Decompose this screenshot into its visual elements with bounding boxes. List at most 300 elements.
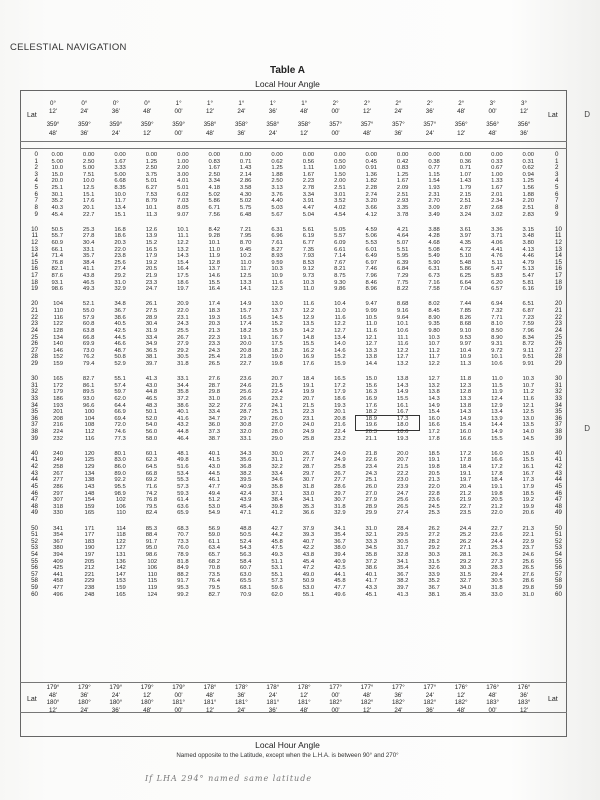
table-cell: 16.6 bbox=[428, 422, 440, 429]
lat-number-left: 15 bbox=[31, 258, 38, 266]
table-cell: 30.3 bbox=[459, 565, 472, 572]
table-cell: 16.6 bbox=[491, 457, 503, 464]
table-cell: 39.3 bbox=[302, 532, 315, 539]
table-cell: 14.4 bbox=[365, 360, 377, 367]
table-cell: 14.9 bbox=[491, 429, 503, 436]
table-cell: 84.9 bbox=[177, 565, 189, 572]
table-cell: 45.4 bbox=[302, 558, 315, 565]
table-cell: 6.16 bbox=[522, 286, 534, 293]
table-cell: 21.9 bbox=[459, 497, 472, 504]
table-cell: 5.04 bbox=[302, 211, 315, 218]
column-header: 48' bbox=[300, 108, 309, 115]
table-cell: 22.4 bbox=[271, 389, 283, 396]
table-cell: 43.9 bbox=[239, 497, 252, 504]
table-cell: 13.8 bbox=[428, 389, 440, 396]
table-cell: 74.2 bbox=[145, 490, 158, 497]
table-cell: 29.2 bbox=[114, 273, 126, 280]
table-cell: 143 bbox=[84, 483, 95, 490]
table-cell: 11.6 bbox=[522, 395, 534, 402]
table-cell: 2.34 bbox=[491, 198, 503, 205]
table-cell: 12.2 bbox=[177, 239, 189, 246]
table-cell: 108 bbox=[84, 422, 95, 429]
table-cell: 38.2 bbox=[239, 470, 252, 477]
table-cell: 27.3 bbox=[491, 558, 503, 565]
table-cell: 134 bbox=[53, 334, 63, 341]
table-cell: 32.1 bbox=[365, 532, 377, 539]
table-cell: 33.1 bbox=[177, 376, 189, 383]
table-cell: 34.5 bbox=[365, 545, 377, 552]
table-cell: 20.8 bbox=[334, 415, 346, 422]
column-header: 0° bbox=[112, 100, 119, 107]
table-cell: 17.2 bbox=[491, 464, 503, 471]
table-cell: 76.2 bbox=[82, 354, 95, 361]
column-header: 36' bbox=[268, 707, 277, 714]
table-cell: 25.1 bbox=[51, 185, 63, 192]
table-cell: 18.9 bbox=[365, 415, 377, 422]
table-cell: 3.24 bbox=[459, 211, 472, 218]
table-cell: 5.08 bbox=[428, 246, 440, 253]
lat-number-right: 24 bbox=[555, 326, 562, 334]
table-cell: 5.90 bbox=[428, 259, 440, 266]
table-cell: 9.16 bbox=[396, 308, 409, 315]
table-cell: 5.00 bbox=[51, 158, 63, 165]
column-header: 24' bbox=[111, 130, 120, 137]
table-cell: 19.3 bbox=[334, 402, 346, 409]
column-header: 12' bbox=[457, 130, 466, 137]
lat-number-left: 28 bbox=[31, 353, 38, 361]
table-cell: 56.0 bbox=[145, 429, 158, 436]
table-cell: 68.3 bbox=[177, 525, 189, 532]
table-cell: 9.73 bbox=[302, 273, 315, 280]
table-cell: 55.1 bbox=[114, 376, 126, 383]
header-rule bbox=[20, 141, 567, 142]
table-cell: 43.0 bbox=[208, 464, 220, 471]
table-cell: 2.50 bbox=[271, 178, 283, 185]
table-cell: 142 bbox=[115, 565, 126, 572]
table-cell: 3.80 bbox=[522, 239, 534, 246]
table-cell: 28.1 bbox=[459, 551, 472, 558]
table-cell: 25.5 bbox=[177, 327, 189, 334]
table-cell: 46.4 bbox=[177, 435, 189, 442]
table-cell: 7.32 bbox=[491, 308, 503, 315]
table-cell: 2.93 bbox=[396, 198, 409, 205]
table-cell: 19.0 bbox=[271, 354, 283, 361]
column-header: 178° bbox=[234, 684, 248, 691]
table-cell: 57.9 bbox=[82, 314, 95, 321]
table-cell: 21.3 bbox=[428, 477, 440, 484]
table-cell: 13.0 bbox=[271, 301, 283, 308]
table-cell: 3.35 bbox=[396, 204, 409, 211]
table-cell: 106 bbox=[147, 565, 158, 572]
table-cell: 0.00 bbox=[491, 152, 503, 158]
table-cell: 14.9 bbox=[239, 301, 252, 308]
table-cell: 5.51 bbox=[396, 246, 409, 253]
table-cell: 15.1 bbox=[114, 211, 126, 218]
lat-number-left: 6 bbox=[34, 190, 38, 198]
lat-number-right: 51 bbox=[555, 531, 562, 539]
table-cell: 6.84 bbox=[396, 266, 409, 273]
table-cell: 22.7 bbox=[491, 525, 503, 532]
table-cell: 7.93 bbox=[302, 253, 315, 260]
table-cell: 6.25 bbox=[459, 273, 472, 280]
table-cell: 3.52 bbox=[334, 198, 346, 205]
table-cell: 12.7 bbox=[365, 341, 377, 348]
table-cell: 14.1 bbox=[239, 286, 252, 293]
table-cell: 14.6 bbox=[334, 347, 346, 354]
table-cell: 41.2 bbox=[271, 510, 283, 517]
column-header: 48' bbox=[143, 108, 152, 115]
lat-number-left: 8 bbox=[34, 203, 38, 211]
table-cell: 0.00 bbox=[428, 152, 440, 158]
table-cell: 4.54 bbox=[334, 211, 346, 218]
table-cell: 28.6 bbox=[334, 483, 346, 490]
table-cell: 49.3 bbox=[271, 551, 283, 558]
table-cell: 106 bbox=[115, 503, 126, 510]
table-cell: 26.5 bbox=[396, 503, 409, 510]
lat-number-right: 54 bbox=[555, 550, 562, 558]
table-cell: 13.4 bbox=[491, 409, 503, 416]
table-cell: 40.9 bbox=[334, 558, 346, 565]
table-cell: 27.9 bbox=[177, 341, 189, 348]
table-cell: 6.73 bbox=[428, 273, 440, 280]
column-header: 180° bbox=[109, 699, 123, 706]
table-cell: 16.4 bbox=[208, 286, 220, 293]
lat-number-left: 32 bbox=[31, 388, 38, 396]
table-cell: 46.5 bbox=[145, 395, 158, 402]
table-cell: 82.7 bbox=[82, 376, 95, 383]
table-cell: 45.4 bbox=[239, 503, 252, 510]
table-cell: 0.33 bbox=[491, 158, 503, 165]
table-cell: 19.2 bbox=[145, 259, 158, 266]
table-cell: 1.11 bbox=[303, 165, 315, 172]
lat-number-left: 52 bbox=[31, 537, 38, 545]
table-cell: 10.7 bbox=[522, 382, 534, 389]
lat-number-left: 50 bbox=[31, 524, 38, 532]
table-cell: 7.14 bbox=[334, 253, 346, 260]
table-cell: 8.26 bbox=[459, 314, 472, 321]
table-cell: 5.47 bbox=[522, 273, 534, 280]
table-cell: 9.45 bbox=[239, 246, 252, 253]
table-cell: 4.40 bbox=[271, 198, 283, 205]
table-cell: 24.4 bbox=[491, 538, 503, 545]
table-cell: 177 bbox=[84, 532, 95, 539]
table-cell: 10.1 bbox=[396, 321, 409, 328]
table-cell: 134 bbox=[84, 470, 95, 477]
table-cell: 208 bbox=[53, 415, 63, 422]
lat-number-right: 35 bbox=[555, 408, 562, 416]
table-cell: 2.74 bbox=[365, 191, 377, 198]
table-cell: 31.0 bbox=[114, 279, 126, 286]
table-cell: 40.1 bbox=[177, 409, 189, 416]
table-cell: 3.34 bbox=[208, 178, 220, 185]
column-header: 48' bbox=[362, 692, 372, 699]
lat-number-right: 23 bbox=[555, 320, 562, 328]
header-rule bbox=[20, 148, 567, 149]
table-cell: 9.28 bbox=[208, 233, 220, 240]
table-cell: 50.9 bbox=[302, 578, 315, 585]
column-header: 357° bbox=[391, 121, 405, 128]
table-cell: 46.1 bbox=[208, 477, 220, 484]
table-cell: 28.6 bbox=[522, 578, 534, 585]
table-cell: 21.2 bbox=[491, 503, 503, 510]
table-cell: 229 bbox=[84, 578, 95, 585]
table-cell: 6.87 bbox=[522, 308, 534, 315]
table-cell: 13.2 bbox=[177, 246, 189, 253]
lat-number-left: 16 bbox=[31, 265, 38, 273]
table-cell: 38.6 bbox=[365, 565, 377, 572]
table-cell: 57.4 bbox=[114, 382, 126, 389]
column-header: 1° bbox=[238, 100, 245, 107]
table-cell: 95.5 bbox=[114, 483, 126, 490]
table-cell: 5.01 bbox=[145, 178, 158, 185]
table-cell: 9.30 bbox=[334, 279, 346, 286]
table-cell: 18.4 bbox=[302, 376, 315, 383]
table-cell: 24.3 bbox=[208, 347, 220, 354]
table-cell: 8.46 bbox=[365, 279, 377, 286]
lat-number-left: 1 bbox=[34, 157, 38, 165]
table-cell: 1.82 bbox=[365, 178, 377, 185]
column-header: 183° bbox=[486, 699, 499, 706]
table-cell: 34.4 bbox=[177, 382, 189, 389]
lat-number-right: 16 bbox=[555, 265, 562, 273]
table-cell: 65.9 bbox=[177, 510, 189, 517]
table-cell: 13.0 bbox=[522, 415, 534, 422]
table-cell: 10.3 bbox=[271, 266, 283, 273]
table-cell: 13.5 bbox=[522, 422, 534, 429]
table-cell: 68.2 bbox=[208, 558, 220, 565]
table-cell: 59.6 bbox=[271, 585, 283, 592]
table-cell: 14.5 bbox=[522, 435, 534, 442]
lat-number-right: 9 bbox=[555, 210, 559, 218]
table-cell: 49.6 bbox=[334, 591, 346, 598]
table-cell: 354 bbox=[53, 532, 63, 539]
table-cell: 11.3 bbox=[460, 360, 472, 367]
lat-number-left: 7 bbox=[34, 197, 38, 205]
table-cell: 15.7 bbox=[239, 308, 252, 315]
table-cell: 45.8 bbox=[334, 578, 346, 585]
lat-number-right: 45 bbox=[555, 482, 562, 490]
table-cell: 5.03 bbox=[271, 204, 283, 211]
table-cell: 0.00 bbox=[396, 152, 409, 158]
table-cell: 7.46 bbox=[365, 266, 377, 273]
table-cell: 2.50 bbox=[208, 171, 220, 178]
table-cell: 112 bbox=[85, 429, 95, 436]
table-cell: 86.1 bbox=[82, 382, 95, 389]
table-cell: 10.1 bbox=[145, 204, 158, 211]
table-cell: 63.6 bbox=[177, 503, 189, 510]
lat-number-left: 5 bbox=[34, 184, 38, 192]
table-cell: 12.4 bbox=[491, 395, 503, 402]
table-cell: 10.7 bbox=[428, 341, 440, 348]
table-cell: 39.7 bbox=[145, 360, 158, 367]
table-cell: 16.5 bbox=[334, 376, 346, 383]
table-cell: 32.9 bbox=[334, 510, 346, 517]
table-cell: 41.3 bbox=[396, 591, 409, 598]
table-cell: 88.2 bbox=[177, 571, 189, 578]
table-cell: 15.5 bbox=[396, 395, 409, 402]
table-cell: 1.88 bbox=[271, 171, 283, 178]
table-cell: 4.01 bbox=[177, 178, 189, 185]
table-cell: 14.3 bbox=[177, 253, 189, 260]
table-cell: 146 bbox=[53, 347, 63, 354]
table-cell: 15.2 bbox=[271, 321, 283, 328]
table-cell: 159 bbox=[84, 503, 95, 510]
lat-number-left: 54 bbox=[31, 550, 38, 558]
table-cell: 6.94 bbox=[491, 301, 503, 308]
table-cell: 13.8 bbox=[396, 376, 409, 383]
table-cell: 7.56 bbox=[208, 211, 220, 218]
table-cell: 23.6 bbox=[491, 532, 503, 539]
lat-number-right: 14 bbox=[555, 252, 562, 260]
table-cell: 3.66 bbox=[365, 204, 377, 211]
table-cell: 12.7 bbox=[428, 376, 440, 383]
table-cell: 69.9 bbox=[82, 341, 95, 348]
table-cell: 31.0 bbox=[522, 591, 534, 598]
lat-number-right: 49 bbox=[555, 509, 562, 517]
table-cell: 14.5 bbox=[271, 314, 283, 321]
table-cell: 9.80 bbox=[428, 327, 440, 334]
lat-number-left: 58 bbox=[31, 577, 38, 585]
table-cell: 4.46 bbox=[522, 253, 534, 260]
table-cell: 12.5 bbox=[522, 409, 534, 416]
table-cell: 11.6 bbox=[397, 341, 409, 348]
table-cell: 205 bbox=[84, 558, 95, 565]
table-cell: 5.02 bbox=[208, 191, 220, 198]
table-cell: 3.58 bbox=[239, 185, 252, 192]
column-header: 48' bbox=[362, 130, 372, 137]
table-cell: 24.7 bbox=[396, 490, 409, 497]
table-cell: 32.2 bbox=[271, 464, 283, 471]
table-cell: 7.61 bbox=[271, 239, 283, 246]
table-cell: 25.6 bbox=[522, 558, 534, 565]
table-cell: 26.0 bbox=[365, 483, 377, 490]
table-cell: 18.2 bbox=[271, 347, 283, 354]
table-cell: 5.61 bbox=[302, 226, 315, 233]
table-cell: 41.3 bbox=[145, 376, 158, 383]
table-cell: 36.7 bbox=[396, 571, 409, 578]
table-cell: 19.7 bbox=[177, 286, 189, 293]
table-cell: 34.8 bbox=[114, 301, 126, 308]
table-cell: 9.91 bbox=[522, 360, 534, 367]
table-cell: 18.2 bbox=[239, 327, 252, 334]
table-cell: 36.7 bbox=[428, 585, 440, 592]
lat-number-right: 36 bbox=[555, 414, 562, 422]
table-cell: 22.1 bbox=[522, 532, 534, 539]
table-cell: 240 bbox=[53, 450, 63, 457]
table-cell: 44.5 bbox=[114, 334, 126, 341]
table-cell: 0.00 bbox=[82, 152, 95, 158]
handwritten-note: If LHA 294° named same latitude bbox=[145, 774, 313, 783]
table-cell: 2.86 bbox=[239, 178, 252, 185]
table-cell: 21.2 bbox=[459, 490, 472, 497]
lat-number-right: 21 bbox=[555, 307, 562, 315]
table-cell: 249 bbox=[53, 457, 63, 464]
table-cell: 7.03 bbox=[177, 198, 189, 205]
table-cell: 22.0 bbox=[491, 510, 503, 517]
table-cell: 232 bbox=[53, 435, 63, 442]
table-cell: 14.2 bbox=[302, 327, 315, 334]
column-header: 3° bbox=[521, 100, 527, 107]
lat-number-right: 17 bbox=[555, 272, 562, 280]
table-cell: 2.78 bbox=[302, 185, 315, 192]
table-cell: 1.43 bbox=[459, 178, 472, 185]
column-header: 00' bbox=[331, 692, 340, 699]
column-header: 36' bbox=[519, 692, 529, 699]
table-cell: 19.3 bbox=[396, 435, 409, 442]
table-cell: 36.7 bbox=[334, 538, 346, 545]
lat-number-left: 9 bbox=[34, 210, 38, 218]
table-cell: 165 bbox=[84, 510, 95, 517]
lat-number-left: 40 bbox=[31, 449, 38, 457]
table-cell: 33.3 bbox=[365, 538, 377, 545]
table-cell: 62.0 bbox=[271, 591, 283, 598]
table-cell: 318 bbox=[53, 503, 63, 510]
table-cell: 13.2 bbox=[396, 360, 409, 367]
table-cell: 10.4 bbox=[334, 301, 346, 308]
table-cell: 4.64 bbox=[396, 233, 409, 240]
column-header: 181° bbox=[297, 699, 311, 706]
table-cell: 159 bbox=[115, 585, 126, 592]
table-cell: 9.12 bbox=[302, 266, 315, 273]
table-cell: 7.96 bbox=[522, 327, 534, 334]
table-cell: 24.5 bbox=[428, 503, 440, 510]
table-cell: 8.21 bbox=[334, 266, 346, 273]
table-cell: 30.4 bbox=[145, 321, 158, 328]
table-cell: 58.0 bbox=[145, 435, 158, 442]
table-cell: 19.1 bbox=[428, 457, 440, 464]
lat-number-left: 30 bbox=[31, 375, 38, 383]
table-cell: 8.53 bbox=[302, 259, 315, 266]
table-cell: 18.5 bbox=[522, 490, 534, 497]
table-cell: 17.2 bbox=[428, 429, 440, 436]
table-cell: 23.4 bbox=[365, 464, 377, 471]
column-header: 359° bbox=[140, 121, 154, 128]
table-cell: 21.3 bbox=[522, 525, 534, 532]
table-cell: 31.8 bbox=[491, 585, 503, 592]
table-cell: 6.51 bbox=[522, 301, 534, 308]
table-cell: 17.3 bbox=[396, 415, 409, 422]
table-cell: 47.2 bbox=[302, 565, 315, 572]
column-header: 36' bbox=[519, 130, 529, 137]
table-cell: 21.3 bbox=[208, 327, 220, 334]
table-cell: 17.5 bbox=[177, 273, 189, 280]
table-cell: 17.2 bbox=[459, 450, 472, 457]
lat-number-right: 27 bbox=[555, 346, 562, 354]
table-cell: 34.1 bbox=[334, 525, 346, 532]
table-cell: 82.1 bbox=[51, 266, 63, 273]
table-cell: 87.6 bbox=[51, 273, 63, 280]
table-cell: 165 bbox=[115, 591, 126, 598]
table-cell: 7.67 bbox=[334, 259, 346, 266]
table-cell: 12.7 bbox=[334, 327, 346, 334]
table-cell: 55.7 bbox=[51, 233, 63, 240]
table-cell: 6.61 bbox=[334, 246, 346, 253]
table-cell: 79.4 bbox=[82, 360, 95, 367]
table-cell: 129 bbox=[84, 464, 95, 471]
table-cell: 63.4 bbox=[208, 545, 220, 552]
table-cell: 122 bbox=[53, 321, 63, 328]
table-cell: 2.23 bbox=[302, 178, 315, 185]
table-cell: 28.4 bbox=[396, 525, 409, 532]
table-cell: 2.51 bbox=[396, 191, 409, 198]
table-cell: 24.9 bbox=[334, 457, 346, 464]
table-cell: 7.71 bbox=[491, 314, 503, 321]
lat-number-right: 20 bbox=[555, 300, 562, 308]
table-cell: 17.9 bbox=[145, 253, 158, 260]
table-cell: 40.5 bbox=[114, 321, 126, 328]
table-cell: 60.7 bbox=[239, 565, 252, 572]
table-cell: 1.00 bbox=[177, 158, 189, 165]
